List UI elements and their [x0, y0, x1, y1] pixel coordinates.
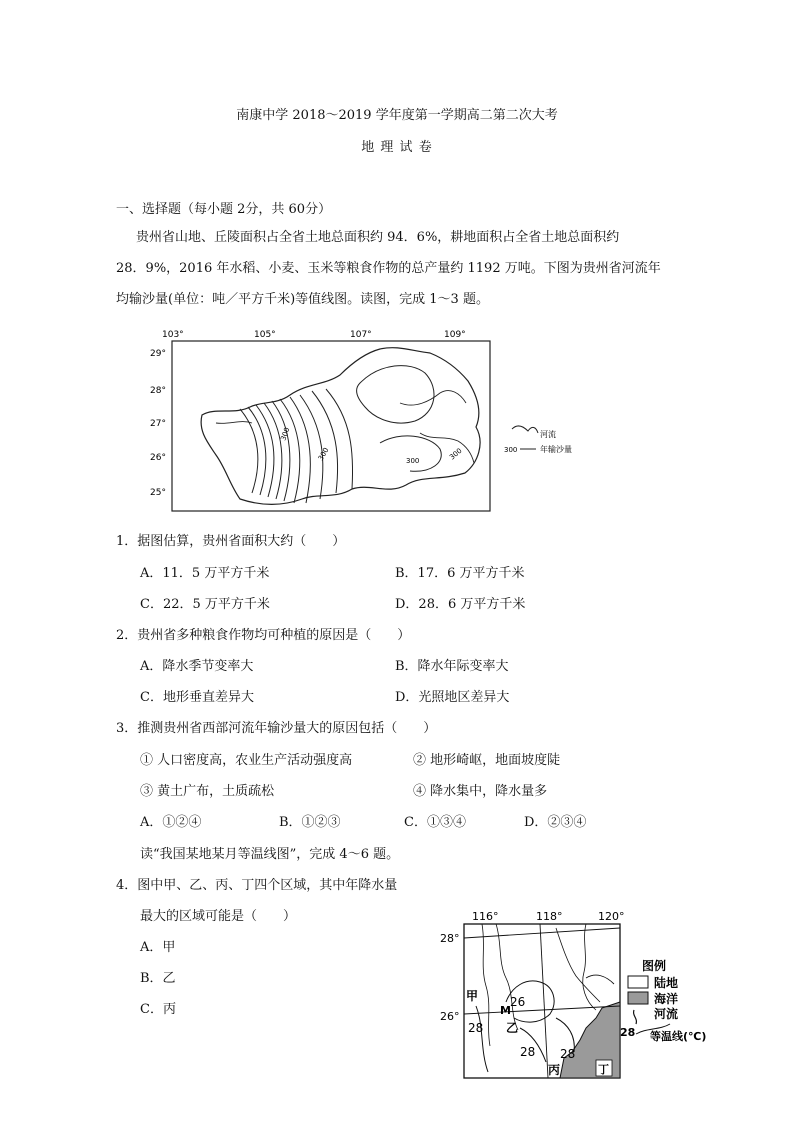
legend-river-symbol [634, 1010, 637, 1024]
legend-land-swatch [628, 976, 648, 988]
option-d[interactable]: D．光照地区差异大 [395, 690, 510, 705]
isotherm-map [436, 906, 726, 1082]
option-a[interactable]: A．①②④ [140, 815, 202, 830]
lat-label: 25° [150, 488, 166, 498]
option-a[interactable]: A．降水季节变率大 [140, 659, 254, 674]
legend-isotherm-label: 等温线(℃) [650, 1030, 707, 1043]
lon-label: 118° [536, 910, 563, 923]
lon-label: 109° [444, 330, 466, 340]
lon-label: 120° [598, 910, 625, 923]
point-m: M [500, 1004, 511, 1017]
legend-contour-value: 300 [504, 446, 518, 454]
intro-line: 28．9%，2016 年水稻、小麦、玉米等粮食作物的总产量约 1192 万吨。下图为贵州省河流年 [116, 261, 661, 276]
intro-line: 贵州省山地、丘陵面积占全省土地总面积约 94．6%，耕地面积占全省土地总面积约 [136, 230, 620, 245]
option-a[interactable]: A．甲 [140, 940, 176, 955]
question-stem: 1．据图估算，贵州省面积大约（ ） [116, 534, 346, 549]
legend-contour-label: 年输沙量 [540, 445, 572, 454]
exam-title: 南康中学 2018～2019 学年度第一学期高二第二次大考 [236, 108, 558, 123]
question-stem: 4．图中甲、乙、丙、丁四个区域，其中年降水量 [116, 878, 398, 893]
statement-item: ④ 降水集中，降水量多 [413, 784, 548, 799]
isotherm-label: 28 [468, 1021, 484, 1035]
region-ding: 丁 [598, 1063, 609, 1076]
lat-label: 29° [150, 349, 166, 359]
statement-item: ② 地形崎岖，地面坡度陡 [413, 753, 561, 768]
isotherm-label: 28 [520, 1045, 536, 1059]
contour-label: 300 [448, 446, 464, 462]
option-d[interactable]: D．②③④ [524, 815, 587, 830]
option-d[interactable]: D．28．6 万平方千米 [395, 597, 526, 612]
region-yi: 乙 [506, 1021, 519, 1035]
statement-item: ① 人口密度高，农业生产活动强度高 [140, 753, 353, 768]
legend-land-label: 陆地 [654, 976, 679, 990]
option-c[interactable]: C．地形垂直差异大 [140, 690, 254, 705]
isotherm-label: 26 [510, 995, 526, 1009]
lat-label: 28° [440, 932, 460, 945]
statement-item: ③ 黄土广布，土质疏松 [140, 784, 275, 799]
contour-label: 300 [406, 457, 420, 465]
region-bing: 丙 [548, 1063, 561, 1077]
lon-label: 103° [162, 330, 184, 340]
isotherm-label: 28 [560, 1047, 576, 1061]
legend-river-symbol [512, 426, 538, 433]
legend-river-label: 河流 [654, 1007, 679, 1021]
lon-label: 116° [472, 910, 499, 923]
lat-label: 27° [150, 419, 166, 429]
exam-subtitle: 地 理 试 卷 [361, 140, 433, 155]
lat-label: 28° [150, 386, 166, 396]
question-stem: 2．贵州省多种粮食作物均可种植的原因是（ ） [116, 628, 411, 643]
province-outline [201, 348, 480, 505]
option-b[interactable]: B．17．6 万平方千米 [395, 566, 525, 581]
legend-ocean-label: 海洋 [654, 992, 679, 1006]
question-stem: 3．推测贵州省西部河流年输沙量大的原因包括（ ） [116, 721, 437, 736]
section-heading: 一、选择题（每小题 2分，共 60分） [116, 202, 332, 217]
lat-label: 26° [150, 453, 166, 463]
question-stem-cont: 最大的区域可能是（ ） [140, 909, 297, 924]
lon-label: 107° [350, 330, 372, 340]
legend-isotherm-value: 28 [620, 1026, 636, 1039]
guizhou-sediment-map [140, 323, 600, 513]
legend-river-label: 河流 [540, 430, 556, 439]
option-b[interactable]: B．降水年际变率大 [395, 659, 509, 674]
legend-title: 图例 [642, 959, 667, 973]
region-jia: 甲 [466, 989, 479, 1003]
option-c[interactable]: C．丙 [140, 1002, 176, 1017]
group-intro: 读“我国某地某月等温线图”，完成 4～6 题。 [140, 847, 400, 862]
intro-line: 均输沙量(单位：吨／平方千米)等值线图。读图，完成 1～3 题。 [116, 292, 489, 307]
option-b[interactable]: B．乙 [140, 971, 176, 986]
option-c[interactable]: C．①③④ [404, 815, 466, 830]
contour-label: 300 [279, 426, 292, 442]
option-b[interactable]: B．①②③ [279, 815, 341, 830]
option-c[interactable]: C．22．5 万平方千米 [140, 597, 270, 612]
legend-ocean-swatch [628, 992, 648, 1004]
contour-label: 300 [316, 446, 331, 462]
lon-label: 105° [254, 330, 276, 340]
option-a[interactable]: A．11．5 万平方千米 [140, 566, 270, 581]
lat-label: 26° [440, 1010, 460, 1023]
